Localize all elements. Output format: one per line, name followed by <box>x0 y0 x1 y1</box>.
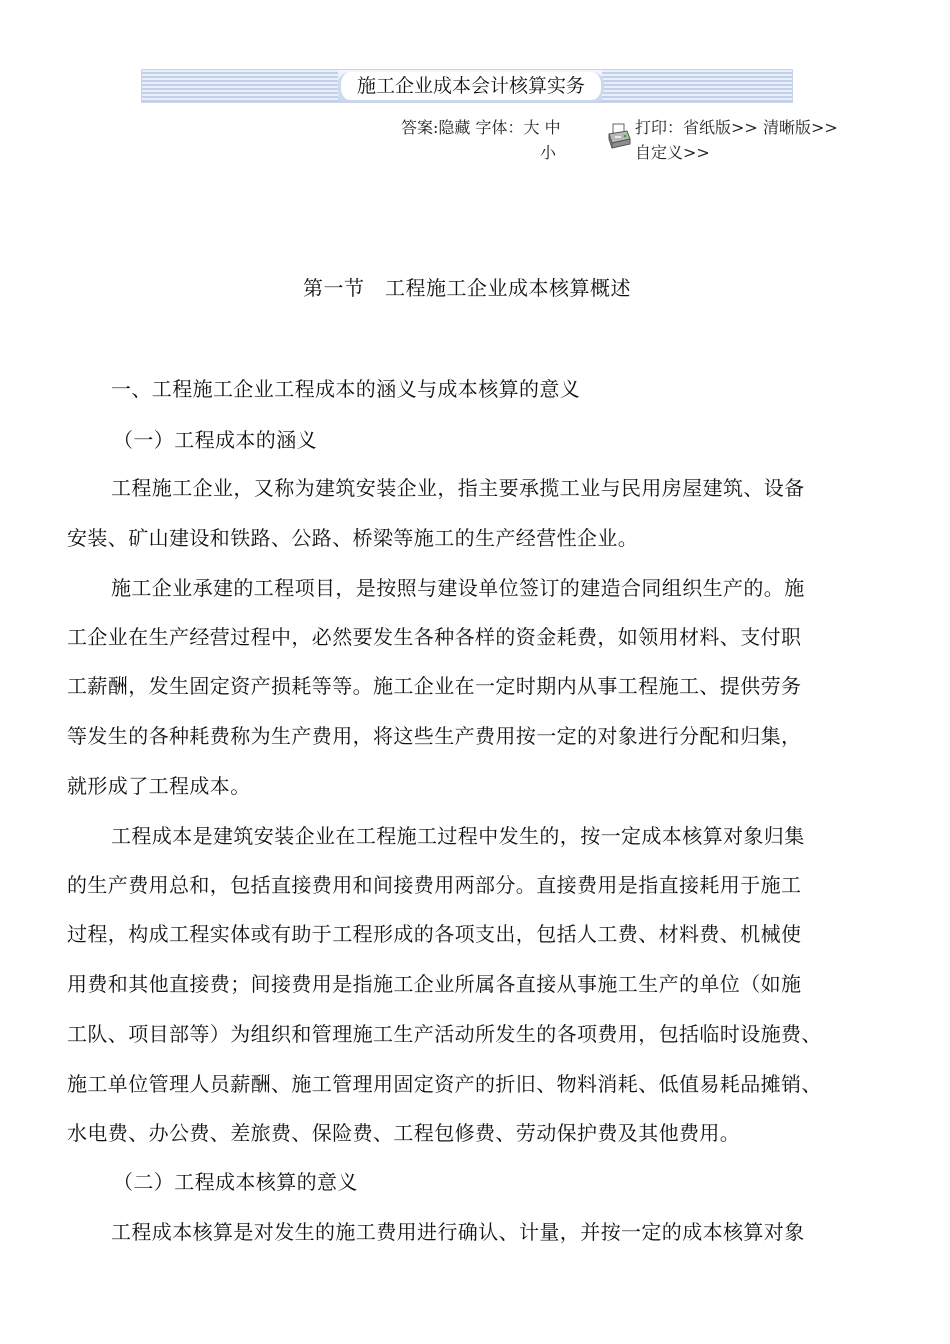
paragraph-line: 工程成本核算是对发生的施工费用进行确认、计量，并按一定的成本核算对象 <box>111 1220 805 1244</box>
title-banner <box>141 69 793 103</box>
print-paper-saving-link[interactable]: 省纸版>> <box>683 118 758 137</box>
font-label: 字体： <box>475 118 524 137</box>
subheading-1: 一、工程施工企业工程成本的涵义与成本核算的意义 <box>111 377 581 401</box>
printer-icon[interactable] <box>607 122 631 154</box>
paragraph-line: 的生产费用总和，包括直接费用和间接费用两部分。直接费用是指直接耗用于施工 <box>67 873 802 897</box>
paragraph-line: 水电费、办公费、差旅费、保险费、工程包修费、劳动保护费及其他费用。 <box>67 1121 741 1145</box>
paragraph-line: 工程施工企业，又称为建筑安装企业，指主要承揽工业与民用房屋建筑、设备 <box>111 476 805 500</box>
subheading-1-1: （一）工程成本的涵义 <box>113 428 317 452</box>
paragraph-line: 用费和其他直接费；间接费用是指施工企业所属各直接从事施工生产的单位（如施 <box>67 972 802 996</box>
print-options-row2 <box>635 141 710 165</box>
subheading-1-2: （二）工程成本核算的意义 <box>113 1170 358 1194</box>
page-title: 施工企业成本会计核算实务 <box>338 72 604 100</box>
section-heading: 第一节 工程施工企业成本核算概述 <box>303 276 631 300</box>
answer-label: 答案: <box>401 118 439 137</box>
print-custom-link[interactable]: 自定义>> <box>635 143 710 162</box>
paragraph-line: 工程成本是建筑安装企业在工程施工过程中发生的，按一定成本核算对象归集 <box>111 824 805 848</box>
paragraph-line: 就形成了工程成本。 <box>67 774 251 798</box>
paragraph-line: 施工单位管理人员薪酬、施工管理用固定资产的折旧、物料消耗、低值易耗品摊销、 <box>67 1072 822 1096</box>
answer-toggle-link[interactable]: 隐藏 <box>438 118 471 137</box>
banner-left-stripes <box>142 70 338 102</box>
paragraph-line: 施工企业承建的工程项目，是按照与建设单位签订的建造合同组织生产的。施 <box>111 576 805 600</box>
view-options <box>401 116 561 140</box>
paragraph-line: 过程，构成工程实体或有助于工程形成的各项支出，包括人工费、材料费、机械使 <box>67 922 802 946</box>
print-clear-link[interactable]: 清晰版>> <box>762 118 838 137</box>
font-small-link[interactable]: 小 <box>540 143 557 162</box>
print-options <box>635 116 838 140</box>
print-label: 打印： <box>635 118 684 137</box>
paragraph-line: 等发生的各种耗费称为生产费用，将这些生产费用按一定的对象进行分配和归集， <box>67 724 802 748</box>
banner-right-stripes <box>602 70 792 102</box>
paragraph-line: 工企业在生产经营过程中，必然要发生各种各样的资金耗费，如领用材料、支付职 <box>67 625 802 649</box>
paragraph-line: 安装、矿山建设和铁路、公路、桥梁等施工的生产经营性企业。 <box>67 526 639 550</box>
paragraph-line: 工薪酬，发生固定资产损耗等等。施工企业在一定时期内从事工程施工、提供劳务 <box>67 674 802 698</box>
font-large-link[interactable]: 大 <box>523 118 540 137</box>
font-medium-link[interactable]: 中 <box>544 118 561 137</box>
paragraph-line: 工队、项目部等）为组织和管理施工生产活动所发生的各项费用，包括临时设施费、 <box>67 1022 822 1046</box>
font-small-row <box>540 141 556 165</box>
